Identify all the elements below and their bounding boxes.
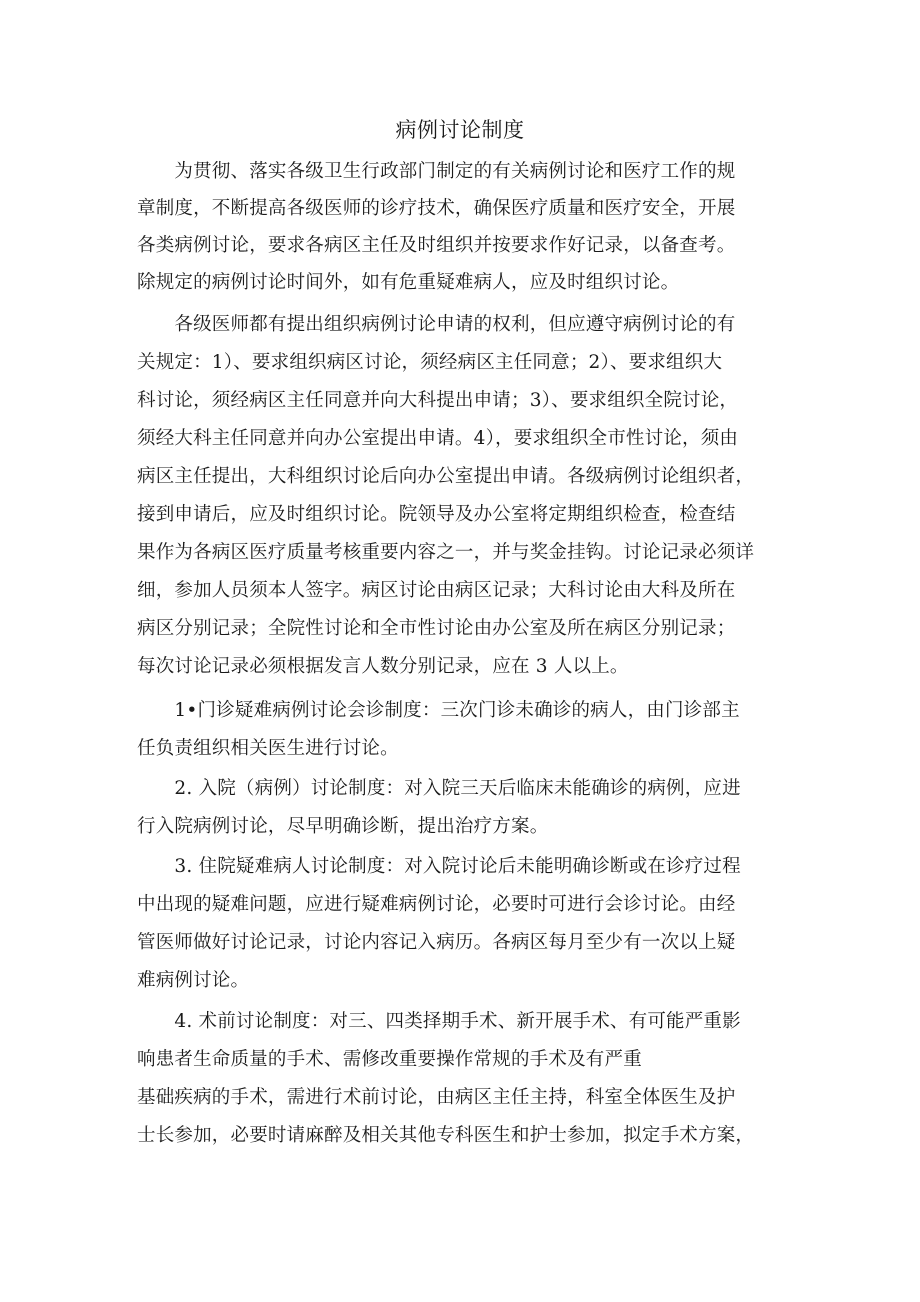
text-line: 基础疾病的手术，需进行术前讨论，由病区主任主持，科室全体医生及护 — [137, 1087, 736, 1108]
text-line: 果作为各病区医疗质量考核重要内容之一，并与奖金挂钩。讨论记录必须详 — [137, 542, 755, 563]
text-line: 难病例讨论。 — [137, 970, 250, 991]
text-line: 士长参加，必要时请麻醉及相关其他专科医生和护士参加，拟定手术方案， — [137, 1125, 755, 1146]
text-line: 2. 入院（病例）讨论制度：对入院三天后临床未能确诊的病例，应进 — [137, 778, 741, 799]
text-line: 病区主任提出，大科组织讨论后向办公室提出申请。各级病例讨论组织者， — [137, 466, 755, 487]
text-line: 各级医师都有提出组织病例讨论申请的权利，但应遵守病例讨论的有 — [137, 314, 736, 335]
text-line: 行入院病例讨论，尽早明确诊断，提出治疗方案。 — [137, 816, 549, 837]
text-line: 章制度，不断提高各级医师的诊疗技术，确保医疗质量和医疗安全，开展 — [137, 198, 736, 219]
text-line: 3. 住院疑难病人讨论制度：对入院讨论后未能明确诊断或在诊疗过程 — [137, 856, 741, 877]
text-line: 中出现的疑难问题，应进行疑难病例讨论，必要时可进行会诊讨论。由经 — [137, 894, 736, 915]
text-line: 1•门诊疑难病例讨论会诊制度：三次门诊未确诊的病人，由门诊部主 — [137, 700, 740, 721]
text-line: 管医师做好讨论记录，讨论内容记入病历。各病区每月至少有一次以上疑 — [137, 932, 736, 953]
text-line: 接到申请后，应及时组织讨论。院领导及办公室将定期组织检查，检查结 — [137, 504, 736, 525]
text-line: 病区分别记录；全院性讨论和全市性讨论由办公室及所在病区分别记录； — [137, 618, 736, 639]
text-line: 须经大科主任同意并向办公室提出申请。4），要求组织全市性讨论，须由 — [137, 428, 739, 449]
text-line: 关规定：1）、要求组织病区讨论，须经病区主任同意；2）、要求组织大 — [137, 352, 723, 373]
text-line: 每次讨论记录必须根据发言人数分别记录，应在 3 人以上。 — [137, 656, 629, 677]
text-line: 各类病例讨论，要求各病区主任及时组织并按要求作好记录，以备查考。 — [137, 235, 736, 256]
text-line: 除规定的病例讨论时间外，如有危重疑难病人，应及时组织讨论。 — [137, 272, 680, 293]
text-line: 响患者生命质量的手术、需修改重要操作常规的手术及有严重 — [137, 1049, 642, 1070]
text-line: 4. 术前讨论制度：对三、四类择期手术、新开展手术、有可能严重影 — [137, 1011, 741, 1032]
text-line: 细，参加人员须本人签字。病区讨论由病区记录；大科讨论由大科及所在 — [137, 580, 736, 601]
text-line: 任负责组织相关医生进行讨论。 — [137, 738, 399, 759]
text-line: 科讨论，须经病区主任同意并向大科提出申请；3）、要求组织全院讨论， — [137, 390, 739, 411]
document-title: 病例讨论制度 — [395, 118, 525, 142]
text-line: 为贯彻、落实各级卫生行政部门制定的有关病例讨论和医疗工作的规 — [137, 161, 736, 182]
